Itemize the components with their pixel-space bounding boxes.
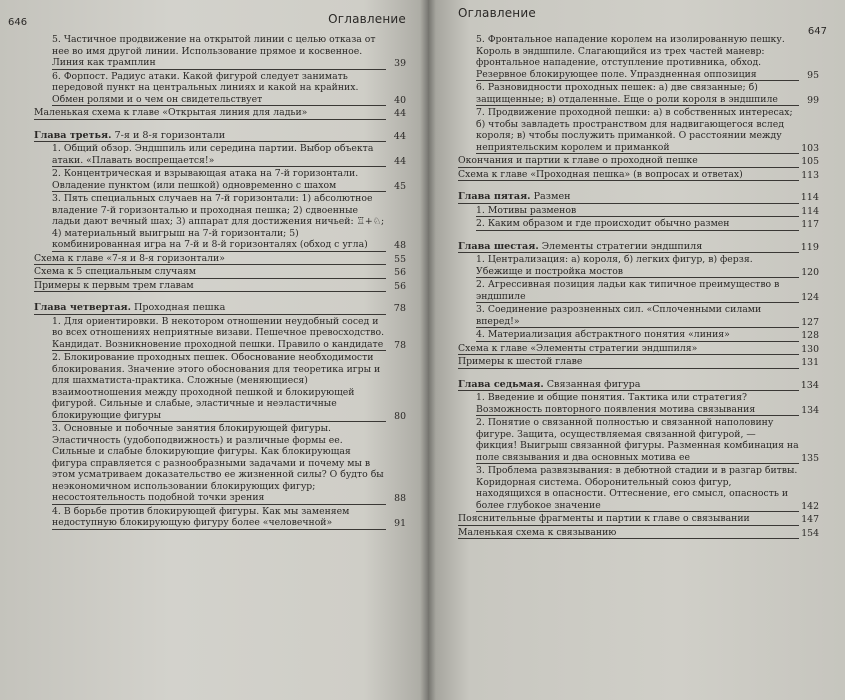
toc-entry [458,169,819,182]
toc-page-number: 45 [394,180,406,192]
toc-entry [458,34,819,81]
toc-entry [34,316,406,352]
toc-page-number: 113 [801,169,819,181]
toc-entry-title [458,379,799,392]
toc-chapter-heading [458,191,819,204]
toc-entry [458,356,819,369]
toc-chapter-heading [458,241,819,254]
toc-entry-title: Маленькая схема к связыванию [458,527,799,540]
toc-entry [34,506,406,530]
toc-entry [458,417,819,464]
toc-entry [458,205,819,218]
toc-page-number: 44 [394,108,406,119]
toc-page-number: 130 [801,343,819,355]
toc-entry [34,71,406,107]
toc-page-number: 39 [394,58,406,69]
toc-entry-title: 3. Пять специальных случаев на 7-й горизонтали: 1) абсолютное владение 7-й горизонталью и проходная пешка; 2) сдвоенные ладьи дают вечный шах; 3) аппарат для достижения ничьей: ♖+♘; 4) материальный выигрыш на 7-й горизонтали; 5) комбинированная игра на 7-й и 8-й горизонталях (обход с угла) [52,193,385,250]
toc-entry [34,107,406,120]
toc-entry [34,193,406,252]
toc-entry-title: Схема к 5 специальным случаям [34,266,386,279]
toc-page-number: 128 [801,330,819,341]
page-right [428,0,845,700]
toc-entry [458,513,819,526]
toc-entry-title: 2. Каким образом и где происходит обычно размен [476,218,799,231]
toc-entry [458,527,819,540]
chapter-label: Глава седьмая. [458,378,544,390]
toc-entry [458,304,819,328]
running-header-left [8,0,406,34]
toc-page-number: 134 [800,379,819,391]
toc-entry [34,168,406,192]
toc-page-number: 48 [394,240,406,251]
toc-page-number: 80 [394,410,406,422]
toc-entry [458,392,819,416]
toc-entry [34,280,406,293]
running-header-right [458,0,827,37]
toc-entry-title [34,130,386,143]
toc-page-number: 154 [801,527,819,539]
toc-entry-title: 1. Введение и общие понятия. Тактика или стратегия? Возможность повторного появления мотива связывания [476,392,799,416]
chapter-label: Глава шестая. [458,240,539,252]
page-number: 647 [807,26,827,37]
chapter-title: Элементы стратегии эндшпиля [538,240,703,252]
toc-page-number: 56 [394,267,406,278]
toc-page-number: 134 [801,404,819,416]
toc-entry-title: 5. Фронтальное нападение королем на изолированную пешку. Король в эндшпиле. Слагающийся из трех частей маневр: фронтальное нападение, отступление противника, обход. Резервное блокирующее поле. Упраздненная оппозиция [476,34,799,81]
chapter-title: 7-я и 8-я горизонтали [111,129,226,141]
toc-entry [458,218,819,231]
toc-entry-title: 2. Агрессивная позиция ладьи как типичное преимущество в эндшпиле [476,279,799,303]
toc-entry-title: 1. Мотивы разменов [476,205,799,218]
toc-entry [34,423,406,505]
toc-entry [458,343,819,356]
chapter-title: Связанная фигура [543,378,641,390]
toc-entry [34,266,406,279]
toc-entry [458,155,819,168]
toc-chapter-heading [458,379,819,392]
toc-entry [34,34,406,70]
toc-list-left [34,34,406,530]
toc-page-number: 114 [800,192,819,203]
chapter-label: Глава пятая. [458,191,531,202]
toc-entry-title: Маленькая схема к главе «Открытая линия для ладьи» [34,107,386,120]
toc-entry-title: Схема к главе «Проходная пешка» (в вопросах и ответах) [458,169,799,182]
toc-entry-title: Пояснительные фрагменты и партии к главе о связывании [458,513,799,526]
toc-entry [458,107,819,154]
toc-page-number: 119 [800,241,819,253]
running-title: Оглавление [458,6,536,20]
toc-entry [458,82,819,106]
toc-page-number: 147 [801,514,819,525]
toc-list-right [458,34,819,539]
toc-entry-title: 2. Блокирование проходных пешек. Обоснование необходимости блокирования. Значение этого обоснования для теоретика игры и для шахматиста-практика. Сложные (меняющиеся) взаимоотношения между проходной пешкой и блокирующей фигурой. Сильные и слабые, эластичные и неэластичные блокирующие фигуры [52,352,386,422]
toc-entry-title: Схема к главе «7-я и 8-я горизонтали» [34,253,386,266]
toc-entry-title: Схема к главе «Элементы стратегии эндшпиля» [458,343,799,356]
toc-entry-title: 6. Форпост. Радиус атаки. Какой фигурой следует занимать передовой пункт на центральных линиях и какой на крайних. Обмен ролями и о чем он свидетельствует [52,71,386,107]
toc-page-number: 114 [801,205,819,217]
toc-entry-title: 7. Продвижение проходной пешки: а) в собственных интересах; б) чтобы завладеть пространством для надвигающегося вслед короля; в) чтобы послужить приманкой. О расстоянии между неприятельским королем и приманкой [476,107,799,154]
toc-page-number: 78 [393,303,406,314]
toc-entry [34,253,406,266]
running-title: Оглавление [328,12,406,26]
toc-entry-title: 5. Частичное продвижение на открытой линии с целью отказа от нее во имя другой линии. Использование прямое и косвенное. Линия как трамплин [52,34,386,70]
toc-entry-title: 1. Централизация: а) короля, б) легких фигур, в) ферзя. Убежище и постройка мостов [476,254,799,278]
toc-entry-title: Окончания и партии к главе о проходной пешке [458,155,799,168]
toc-page-number: 91 [394,518,406,529]
toc-chapter-heading [34,302,406,315]
toc-page-number: 56 [394,280,406,292]
toc-page-number: 40 [394,94,406,106]
toc-entry-title [458,191,799,204]
chapter-title: Размен [530,191,571,202]
toc-entry [458,465,819,512]
toc-page-number: 78 [394,339,406,351]
toc-page-number: 135 [801,452,819,464]
toc-entry-title: 4. В борьбе против блокирующей фигуры. Как мы заменяем недоступную блокирующую фигуру более «человечной» [52,506,386,530]
toc-entry-title: 3. Проблема развязывания: в дебютной стадии и в разгар битвы. Коридорная система. Оборонительный союз фигур, находящихся в опасности. Оттеснение, его смысл, опасность и более глубокое значение [476,465,798,511]
toc-entry-title: 6. Разновидности проходных пешек: а) две связанные; б) защищенные; в) отдаленные. Еще о роли короля в эндшпиле [476,82,799,106]
toc-entry-title: 1. Общий обзор. Эндшпиль или середина партии. Выбор объекта атаки. «Плавать воспрещается!» [52,143,386,167]
toc-page-number: 55 [394,253,406,265]
toc-entry [34,352,406,422]
toc-page-number: 105 [801,156,819,167]
toc-entry-title: Примеры к шестой главе [458,356,799,369]
toc-page-number: 95 [807,69,819,81]
toc-page-number: 124 [801,291,819,303]
toc-entry-title [34,302,386,315]
toc-entry [458,254,819,278]
toc-entry-title [458,241,799,254]
toc-page-number: 142 [801,500,819,512]
toc-entry-title: 2. Концентрическая и взрывающая атака на 7-й горизонтали. Овладение пунктом (или пешкой) одновременно с шахом [52,168,386,192]
chapter-label: Глава третья. [34,129,112,141]
toc-entry-title: 4. Материализация абстрактного понятия «линия» [476,329,799,342]
toc-entry-title: 2. Понятие о связанной полностью и связанной наполовину фигуре. Защита, осуществляемая связанной фигурой, — фикция! Выигрыш связанной фигуры. Разменная комбинация на поле связывания и два основных мотива ее [476,417,799,463]
toc-entry-title: 1. Для ориентировки. В некотором отношении неудобный сосед и во всех отношениях неприятные визави. Пешечное превосходство. Кандидат. Возникновение проходной пешки. Правило о кандидате [52,315,385,350]
toc-page-number: 44 [394,155,406,167]
toc-chapter-heading [34,130,406,143]
toc-entry [458,279,819,303]
toc-entry-title: 3. Соединение разрозненных сил. «Сплоченными силами вперед!» [476,304,799,328]
toc-entry-title: Примеры к первым трем главам [34,280,386,293]
chapter-title: Проходная пешка [130,302,226,313]
chapter-label: Глава четвертая. [34,302,131,313]
toc-page-number: 117 [801,219,819,230]
toc-page-number: 127 [801,316,819,328]
toc-page-number: 120 [801,266,819,278]
toc-entry [458,329,819,342]
page-number: 646 [8,17,28,28]
toc-entry [34,143,406,167]
toc-entry-title: 3. Основные и побочные занятия блокирующей фигуры. Эластичность (удобоподвижность) и различные формы ее. Сильные и слабые блокирующие фигуры. Как блокирующая фигура справляется с разнообразными задачами и почему мы в этом усматриваем доказательство ее жизненной силы? О будто бы неэкономичном использовании блокирующих фигур; несостоятельность подобной точки зрения [52,423,386,505]
toc-page-number: 88 [394,493,406,504]
toc-page-number: 44 [393,130,406,142]
toc-page-number: 99 [807,94,819,106]
toc-page-number: 103 [801,142,819,154]
toc-page-number: 131 [801,357,819,368]
